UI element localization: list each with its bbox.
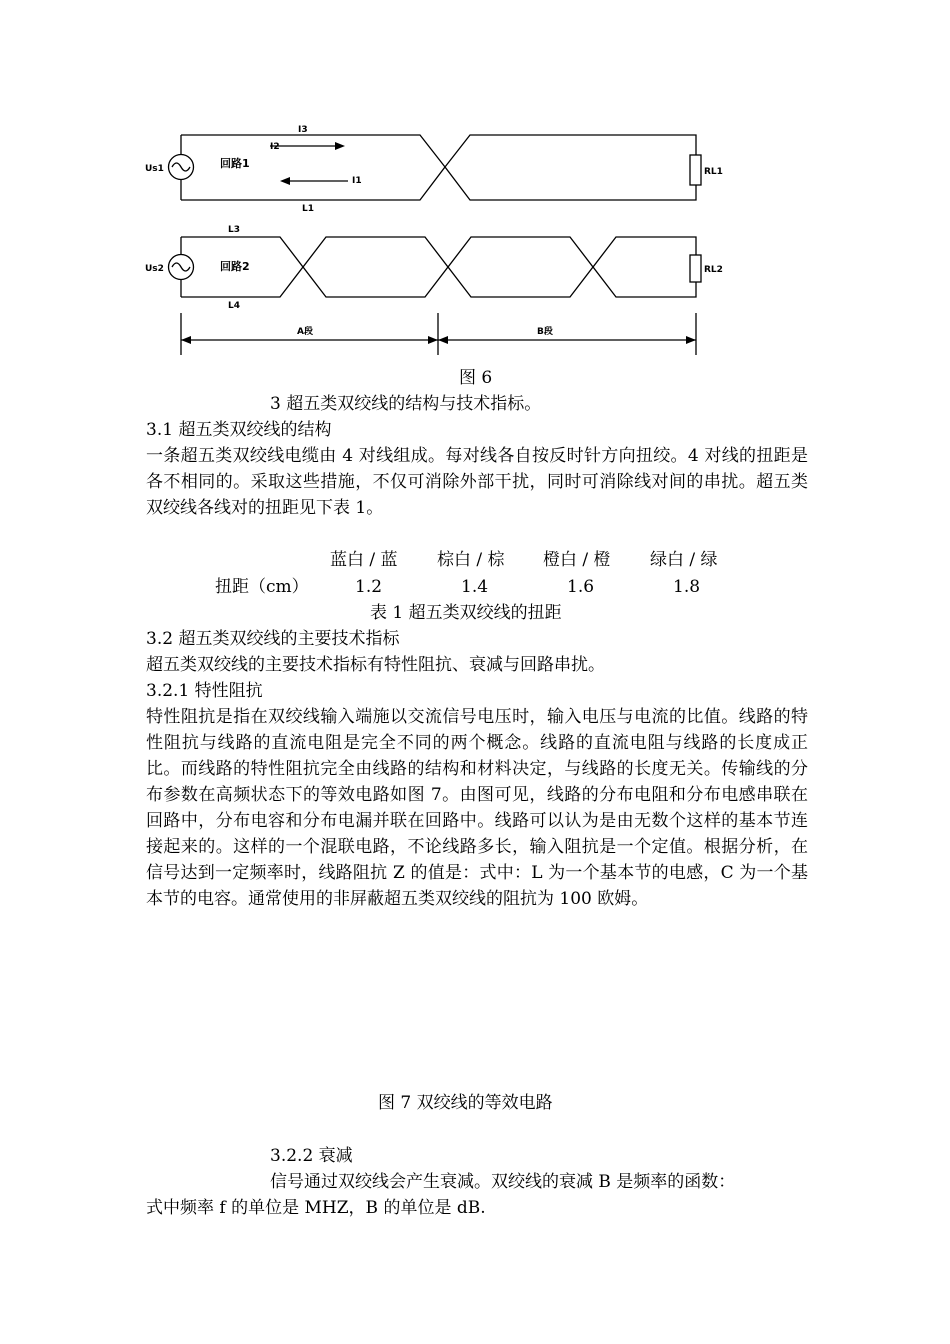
- loop2-source-label: Us2: [145, 264, 164, 274]
- figure6-caption: 图 6: [459, 368, 493, 388]
- segment-a-label: A段: [297, 327, 313, 337]
- section322-line2: 式中频率 f 的单位是 MHZ，B 的单位是 dB.: [146, 1198, 486, 1218]
- section322-line1: 信号通过双绞线会产生衰减。双绞线的衰减 B 是频率的函数：: [270, 1172, 736, 1192]
- loop1-load-label: RL1: [704, 167, 723, 177]
- loop1-bottom-wire: [181, 167, 696, 200]
- table-header-green: 绿白 / 绿: [650, 550, 718, 570]
- loop1-load-resistor: [690, 155, 701, 185]
- loop2-label: 回路2: [220, 260, 250, 273]
- loop2-load-resistor: [690, 255, 701, 282]
- table-row-label: 扭距（cm）: [215, 577, 309, 597]
- loop2-load-label: RL2: [704, 265, 723, 275]
- loop2-top-wire: [181, 237, 696, 267]
- loop2-line-bottom-label: L4: [228, 301, 240, 311]
- table-header-orange: 橙白 / 橙: [543, 550, 611, 570]
- loop1-current-i2: I2: [270, 142, 280, 152]
- table-value-orange: 1.6: [567, 577, 595, 597]
- section31-paragraph: 一条超五类双绞线电缆由 4 对线组成。每对线各自按反时针方向扭绞。4 对线的扭距是各不相同的。采取这些措施，不仅可消除外部干扰，同时可消除线对间的串扰。超五类双绞线各线对的扭距见下表 1。: [146, 446, 808, 518]
- twisted-pair-diagram: [140, 115, 723, 365]
- table-value-green: 1.8: [673, 577, 701, 597]
- table-value-blue: 1.2: [355, 577, 383, 597]
- section322-heading: 3.2.2 衰减: [270, 1146, 353, 1166]
- section32-intro: 超五类双绞线的主要技术指标有特性阻抗、衰减与回路串扰。: [146, 655, 605, 675]
- loop1-top-wire: [181, 135, 696, 167]
- loop1-line-label: L1: [302, 204, 314, 214]
- section321-heading: 3.2.1 特性阻抗: [146, 681, 263, 701]
- section32-heading: 3.2 超五类双绞线的主要技术指标: [146, 629, 400, 649]
- loop1-current-i1: I1: [352, 176, 362, 186]
- figure7-caption: 图 7 双绞线的等效电路: [378, 1093, 553, 1113]
- loop2-line-top-label: L3: [228, 225, 240, 235]
- loop2-bottom-wire: [181, 267, 696, 297]
- table1-caption: 表 1 超五类双绞线的扭距: [370, 603, 562, 623]
- loop1-label: 回路1: [220, 157, 250, 170]
- section3-heading: 3 超五类双绞线的结构与技术指标。: [270, 394, 542, 414]
- table-header-blue: 蓝白 / 蓝: [330, 550, 398, 570]
- section321-paragraph: 特性阻抗是指在双绞线输入端施以交流信号电压时，输入电压与电流的比值。线路的特性阻抗与线路的直流电阻是完全不同的两个概念。线路的直流电阻与线路的长度成正比。而线路的特性阻抗完全由线路的结构和材料决定，与线路的长度无关。传输线的分布参数在高频状态下的等效电路如图 7。由图可见，线路的分布电阻和分布电感串联在回路中，分布电容和分布电漏并联在回路中。线路可以认为是由无数个这样的基本节连接起来的。这样的一个混联电路，不论线路多长，输入阻抗是一个定值。根据分析，在信号达到一定频率时，线路阻抗 Z 的值是：式中：L 为一个基本节的电感，C 为一个基本节的电容。通常使用的非屏蔽超五类双绞线的阻抗为 100 欧姆。: [146, 707, 808, 909]
- table-value-brown: 1.4: [461, 577, 489, 597]
- table-header-brown: 棕白 / 棕: [437, 550, 505, 570]
- loop1-source-label: Us1: [145, 164, 164, 174]
- loop1-current-i3: I3: [298, 125, 308, 135]
- section31-heading: 3.1 超五类双绞线的结构: [146, 420, 332, 440]
- dimension-line: [181, 313, 696, 355]
- segment-b-label: B段: [537, 327, 553, 337]
